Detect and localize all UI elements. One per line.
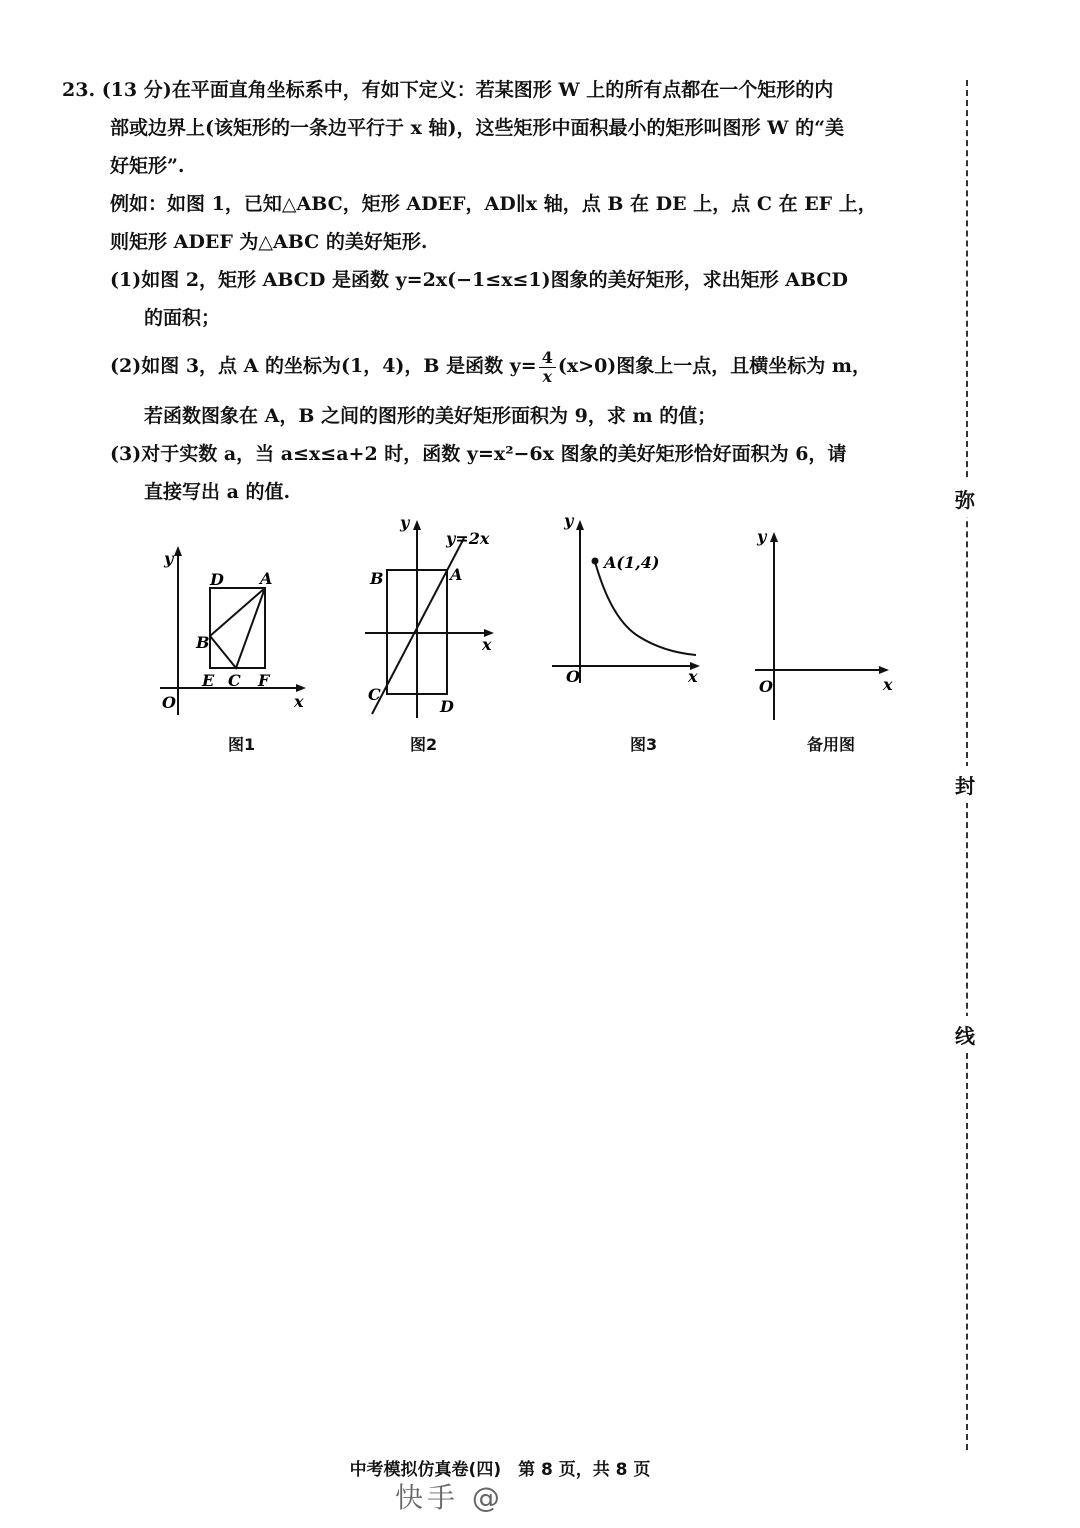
fig1-triangle [210,588,265,668]
fig1-label-o: O [162,693,176,712]
fraction-4-over-x: $\frac{4}{x}$ [539,349,556,386]
figure-3 [548,508,718,754]
fig1-label-x: x [294,692,304,711]
fig2-y-arrow-icon [413,520,421,530]
fig3-hyperbola [594,558,696,655]
watermark: 快手 @ [395,1481,504,1514]
fig1-label-e: E [202,671,215,690]
fig4-x-arrow-icon [879,666,889,674]
figure-1 [150,540,320,754]
seal-char-2: 封 [955,766,975,803]
fig2-label-a: A [450,565,463,584]
fig4-label-y: y [757,527,767,546]
fig1-y-arrow-icon [174,546,182,556]
fig3-label-y: y [564,511,574,530]
fig3-point-a [592,558,599,565]
fig2-label-x: x [482,635,492,654]
fig4-label-o: O [759,677,773,696]
fig1-x-arrow-icon [296,684,306,692]
fig3-caption: 图3 [630,735,658,754]
seal-dashed-line [966,80,968,1450]
part3-line-2: 直接写出 a 的值. [144,481,291,503]
question-line-2: 部或边界上(该矩形的一条边平行于 x 轴)，这些矩形中面积最小的矩形叫图形 W 的“美 [110,117,845,139]
fig1-label-c: C [228,671,241,690]
seal-char-1: 弥 [955,480,975,517]
part1-line-1: (1)如图 2，矩形 ABCD 是函数 y=2x(−1≤x≤1)图象的美好矩形，求出矩形 ABCD [110,269,849,291]
fig2-caption: 图2 [410,735,438,754]
part1-line-2: 的面积； [144,307,221,329]
fig2-label-b: B [370,569,384,588]
fig1-label-b: B [196,633,210,652]
part2-line-1: (2)如图 3，点 A 的坐标为(1，4)，B 是函数 y= $\frac{4}{x}$ (x>0)图象上一点，且横坐标为 m， [110,347,871,386]
fig2-label-c: C [368,685,381,704]
fig2-label-y: y [400,513,410,532]
question-line-1: 23. (13 分)在平面直角坐标系中，有如下定义：若某图形 W 上的所有点都在一个矩形的内 [62,72,833,109]
figure-2 [360,508,510,754]
question-number: 23. [62,79,96,101]
fig1-label-d: D [210,570,224,589]
fig3-label-o: O [566,667,580,686]
fig3-label-a: A(1,4) [604,553,660,572]
part2-line-2: 若函数图象在 A，B 之间的图形的美好矩形面积为 9，求 m 的值； [144,405,717,427]
fig2-label-d: D [440,697,454,716]
example-line-2: 则矩形 ADEF 为△ABC 的美好矩形. [110,231,428,253]
page-footer: 中考模拟仿真卷(四) 第 8 页，共 8 页 [349,1460,651,1480]
question-line-3: 好矩形”. [110,155,185,177]
fig4-y-arrow-icon [770,532,778,542]
fig3-label-x: x [688,667,698,686]
fig2-label-fn: y=2x [446,529,490,548]
fig1-label-a: A [260,569,273,588]
fig1-caption: 图1 [228,735,256,754]
fig4-caption: 备用图 [807,735,856,754]
fig3-y-arrow-icon [576,520,584,530]
example-line-1: 例如：如图 1，已知△ABC，矩形 ADEF，AD∥x 轴，点 B 在 DE 上，点 C 在 EF 上， [110,193,877,215]
fig1-label-f: F [258,671,270,690]
fig4-label-x: x [883,675,893,694]
part3-line-1: (3)对于实数 a，当 a≤x≤a+2 时，函数 y=x²−6x 图象的美好矩形恰好面积为 6，请 [110,443,847,465]
figure-backup [745,520,905,754]
seal-char-3: 线 [955,1016,975,1053]
fig1-label-y: y [164,549,174,568]
